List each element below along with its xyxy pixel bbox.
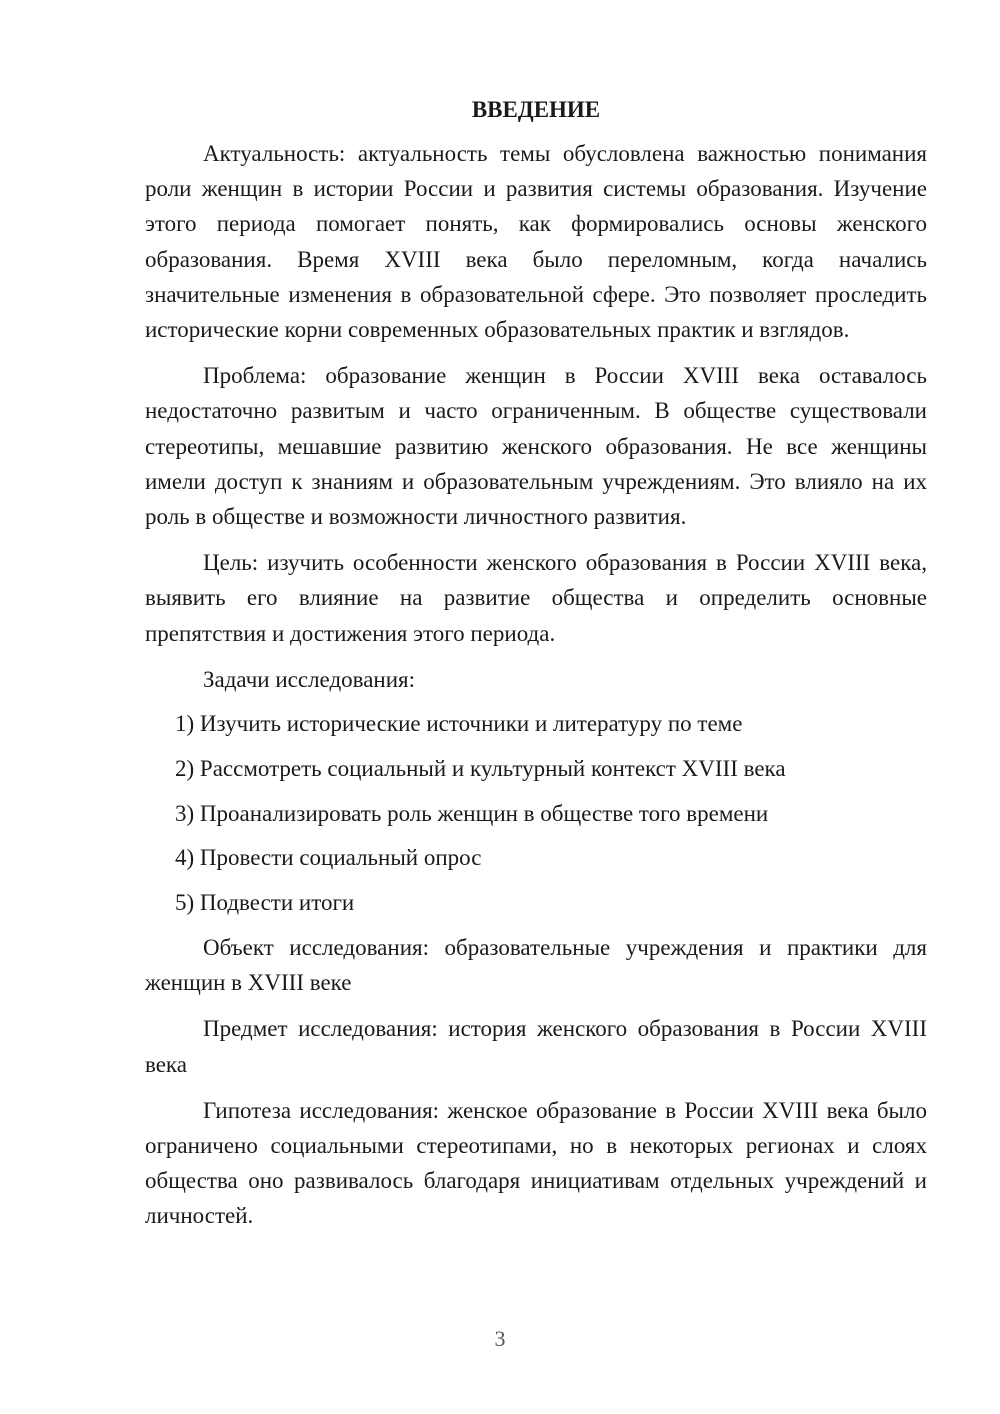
paragraph-subject: Предмет исследования: история женского образования в России XVIII века [145, 1016, 927, 1077]
document-page [145, 92, 927, 1245]
task-item: 4) Провести социальный опрос [175, 845, 482, 871]
task-item: 5) Подвести итоги [175, 890, 355, 916]
task-item: 3) Проанализировать роль женщин в обществе того времени [175, 800, 769, 826]
paragraph-hypothesis: Гипотеза исследования: женское образование в России XVIII века было ограничено социальными стереотипами, но в некоторых регионах и слоях общества оно развивалось благодаря инициативам отдельных учреждений и личностей. [145, 1097, 927, 1229]
task-list [145, 706, 927, 920]
paragraph-relevance: Актуальность: актуальность темы обусловлена важностью понимания роли женщин в истории России и развития системы образования. Изучение этого периода помогает понять, как формировались основы женского образования. Время XVIII века было переломным, когда начались значительные изменения в образовательной сфере. Это позволяет проследить исторические корни современных образовательных практик и взглядов. [145, 141, 927, 343]
paragraph-object: Объект исследования: образовательные учреждения и практики для женщин в XVIII веке [145, 935, 927, 996]
page-number: 3 [494, 1326, 506, 1351]
tasks-heading: Задачи исследования: [203, 666, 416, 692]
task-item: 2) Рассмотреть социальный и культурный контекст XVIII века [175, 755, 786, 781]
section-title: ВВЕДЕНИЕ [471, 97, 601, 122]
task-item: 1) Изучить исторические источники и литературу по теме [175, 711, 743, 737]
paragraph-goal: Цель: изучить особенности женского образования в России XVIII века, выявить его влияние на развитие общества и определить основные препятствия и достижения этого периода. [145, 550, 927, 646]
paragraph-problem: Проблема: образование женщин в России XVIII века оставалось недостаточно развитым и часто ограниченным. В обществе существовали стереотипы, мешавшие развитию женского образования. Не все женщины имели доступ к знаниям и образовательным учреждениям. Это влияло на их роль в обществе и возможности личностного развития. [145, 363, 927, 530]
